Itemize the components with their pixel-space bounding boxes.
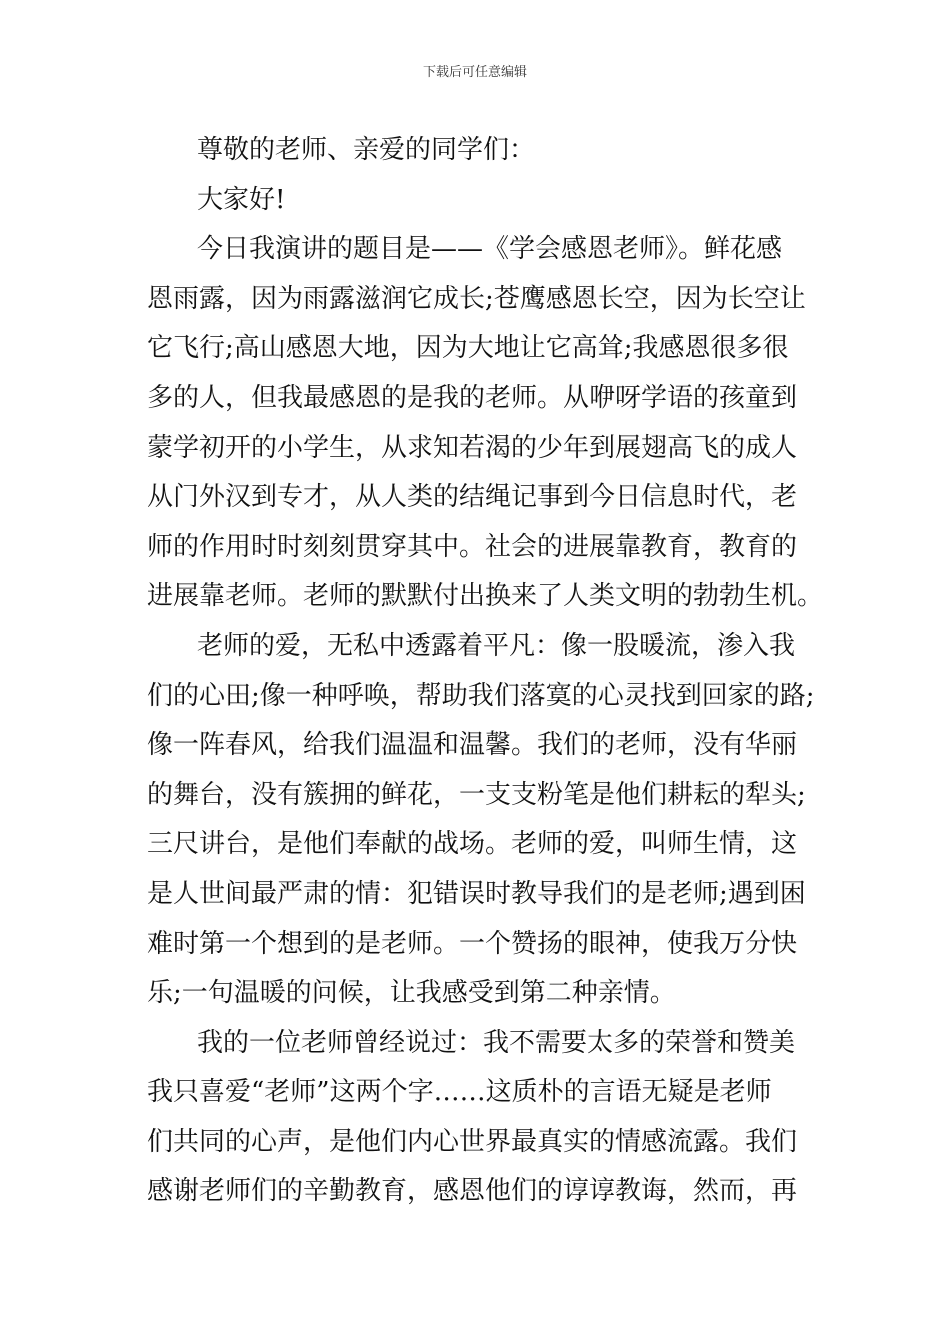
- paragraph-3-line-3: 们共同的心声，是他们内心世界最真实的情感流露。我们: [147, 1126, 798, 1157]
- paragraph-1-line-7: 师的作用时时刻刻贯穿其中。社会的进展靠教育，教育的: [147, 531, 798, 562]
- paragraph-2-line-4: 的舞台，没有簇拥的鲜花，一支支粉笔是他们耕耘的犁头;: [147, 779, 806, 810]
- paragraph-2-line-1: 老师的爱，无私中透露着平凡：像一股暖流，渗入我: [197, 630, 796, 661]
- paragraph-3-line-1: 我的一位老师曾经说过：我不需要太多的荣誉和赞美: [197, 1027, 796, 1058]
- paragraph-2-line-8: 乐;一句温暖的问候，让我感受到第二种亲情。: [147, 978, 676, 1009]
- paragraph-3-line-2: 我只喜爱“老师”这两个字……这质朴的言语无疑是老师: [147, 1077, 772, 1108]
- paragraph-2-line-5: 三尺讲台，是他们奉献的战场。老师的爱，叫师生情，这: [147, 829, 798, 860]
- paragraph-1-line-5: 蒙学初开的小学生，从求知若渴的少年到展翅高飞的成人: [147, 432, 798, 463]
- paragraph-2-line-6: 是人世间最严肃的情：犯错误时教导我们的是老师;遇到困: [147, 878, 806, 909]
- paragraph-2-line-3: 像一阵春风，给我们温温和温馨。我们的老师，没有华丽: [147, 730, 798, 761]
- document-body: [147, 126, 824, 1217]
- paragraph-2-line-2: 们的心田;像一种呼唤，帮助我们落寞的心灵找到回家的路;: [147, 680, 815, 711]
- paragraph-1-line-2: 恩雨露，因为雨露滋润它成长;苍鹰感恩长空，因为长空让: [147, 283, 806, 314]
- page-header: 下载后可任意编辑: [422, 65, 527, 80]
- salutation-line: 尊敬的老师、亲爱的同学们：: [197, 135, 536, 165]
- paragraph-2-line-7: 难时第一个想到的是老师。一个赞扬的眼神，使我万分快: [147, 928, 798, 959]
- greeting-line: 大家好!: [197, 184, 286, 215]
- paragraph-1-line-1: 今日我演讲的题目是——《学会感恩老师》。鲜花感: [197, 234, 783, 265]
- paragraph-1-line-8: 进展靠老师。老师的默默付出换来了人类文明的勃勃生机。: [147, 581, 824, 612]
- paragraph-3-line-4: 感谢老师们的辛勤教育，感恩他们的谆谆教诲，然而，再: [147, 1176, 798, 1207]
- paragraph-1-line-4: 多的人，但我最感恩的是我的老师。从咿呀学语的孩童到: [147, 382, 798, 413]
- paragraph-1-line-3: 它飞行;高山感恩大地，因为大地让它高耸;我感恩很多很: [147, 333, 789, 364]
- paragraph-1-line-6: 从门外汉到专才，从人类的结绳记事到今日信息时代，老: [147, 482, 798, 513]
